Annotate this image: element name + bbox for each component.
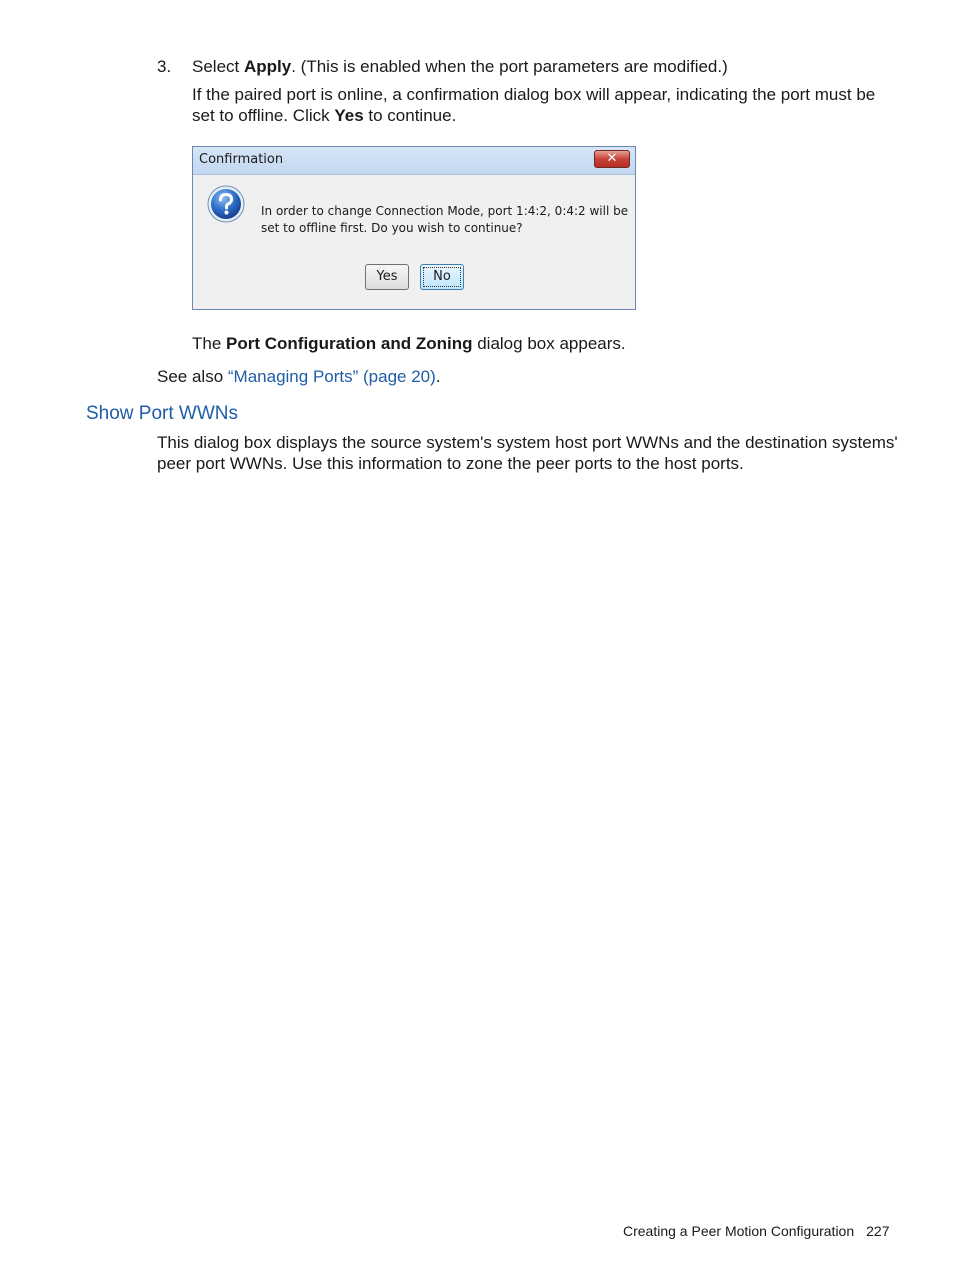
section-body: This dialog box displays the source system's system host port WWNs and the destination systems' peer port WWNs. Use this information to zone the peer ports to the host ports. <box>157 433 898 473</box>
no-button-label: No <box>423 267 461 287</box>
page-footer <box>623 1223 890 1239</box>
confirmation-dialog-screenshot <box>192 146 636 310</box>
dialog-title: Confirmation <box>199 152 284 167</box>
yes-label: Yes <box>334 106 364 125</box>
step-number: 3. <box>157 57 172 76</box>
yes-button[interactable]: Yes <box>365 264 409 290</box>
section-heading: Show Port WWNs <box>86 403 239 424</box>
step-subtext: If the paired port is online, a confirmation dialog box will appear, indicating the port must be set to offline. Click Yes to continue. <box>192 85 876 125</box>
see-also-text: See also “Managing Ports” (page 20). <box>157 367 441 386</box>
page-number: 227 <box>866 1223 890 1239</box>
dialog-message: In order to change Connection Mode, port 1:4:2, 0:4:2 will be set to offline first. Do you wish to continue? <box>261 204 629 235</box>
port-configuration-label: Port Configuration and Zoning <box>226 334 473 353</box>
after-dialog-text: The Port Configuration and Zoning dialog box appears. <box>192 334 626 353</box>
apply-label: Apply <box>243 57 292 76</box>
dialog-titlebar <box>193 147 635 175</box>
question-icon <box>207 185 245 223</box>
managing-ports-link[interactable]: “Managing Ports” (page 20) <box>227 367 436 386</box>
close-icon[interactable]: ✕ <box>594 150 630 168</box>
step-text: Select Apply. (This is enabled when the port parameters are modified.) <box>192 57 728 76</box>
footer-title: Creating a Peer Motion Configuration <box>623 1223 855 1239</box>
no-button[interactable] <box>420 264 464 290</box>
dialog-body <box>195 175 633 307</box>
